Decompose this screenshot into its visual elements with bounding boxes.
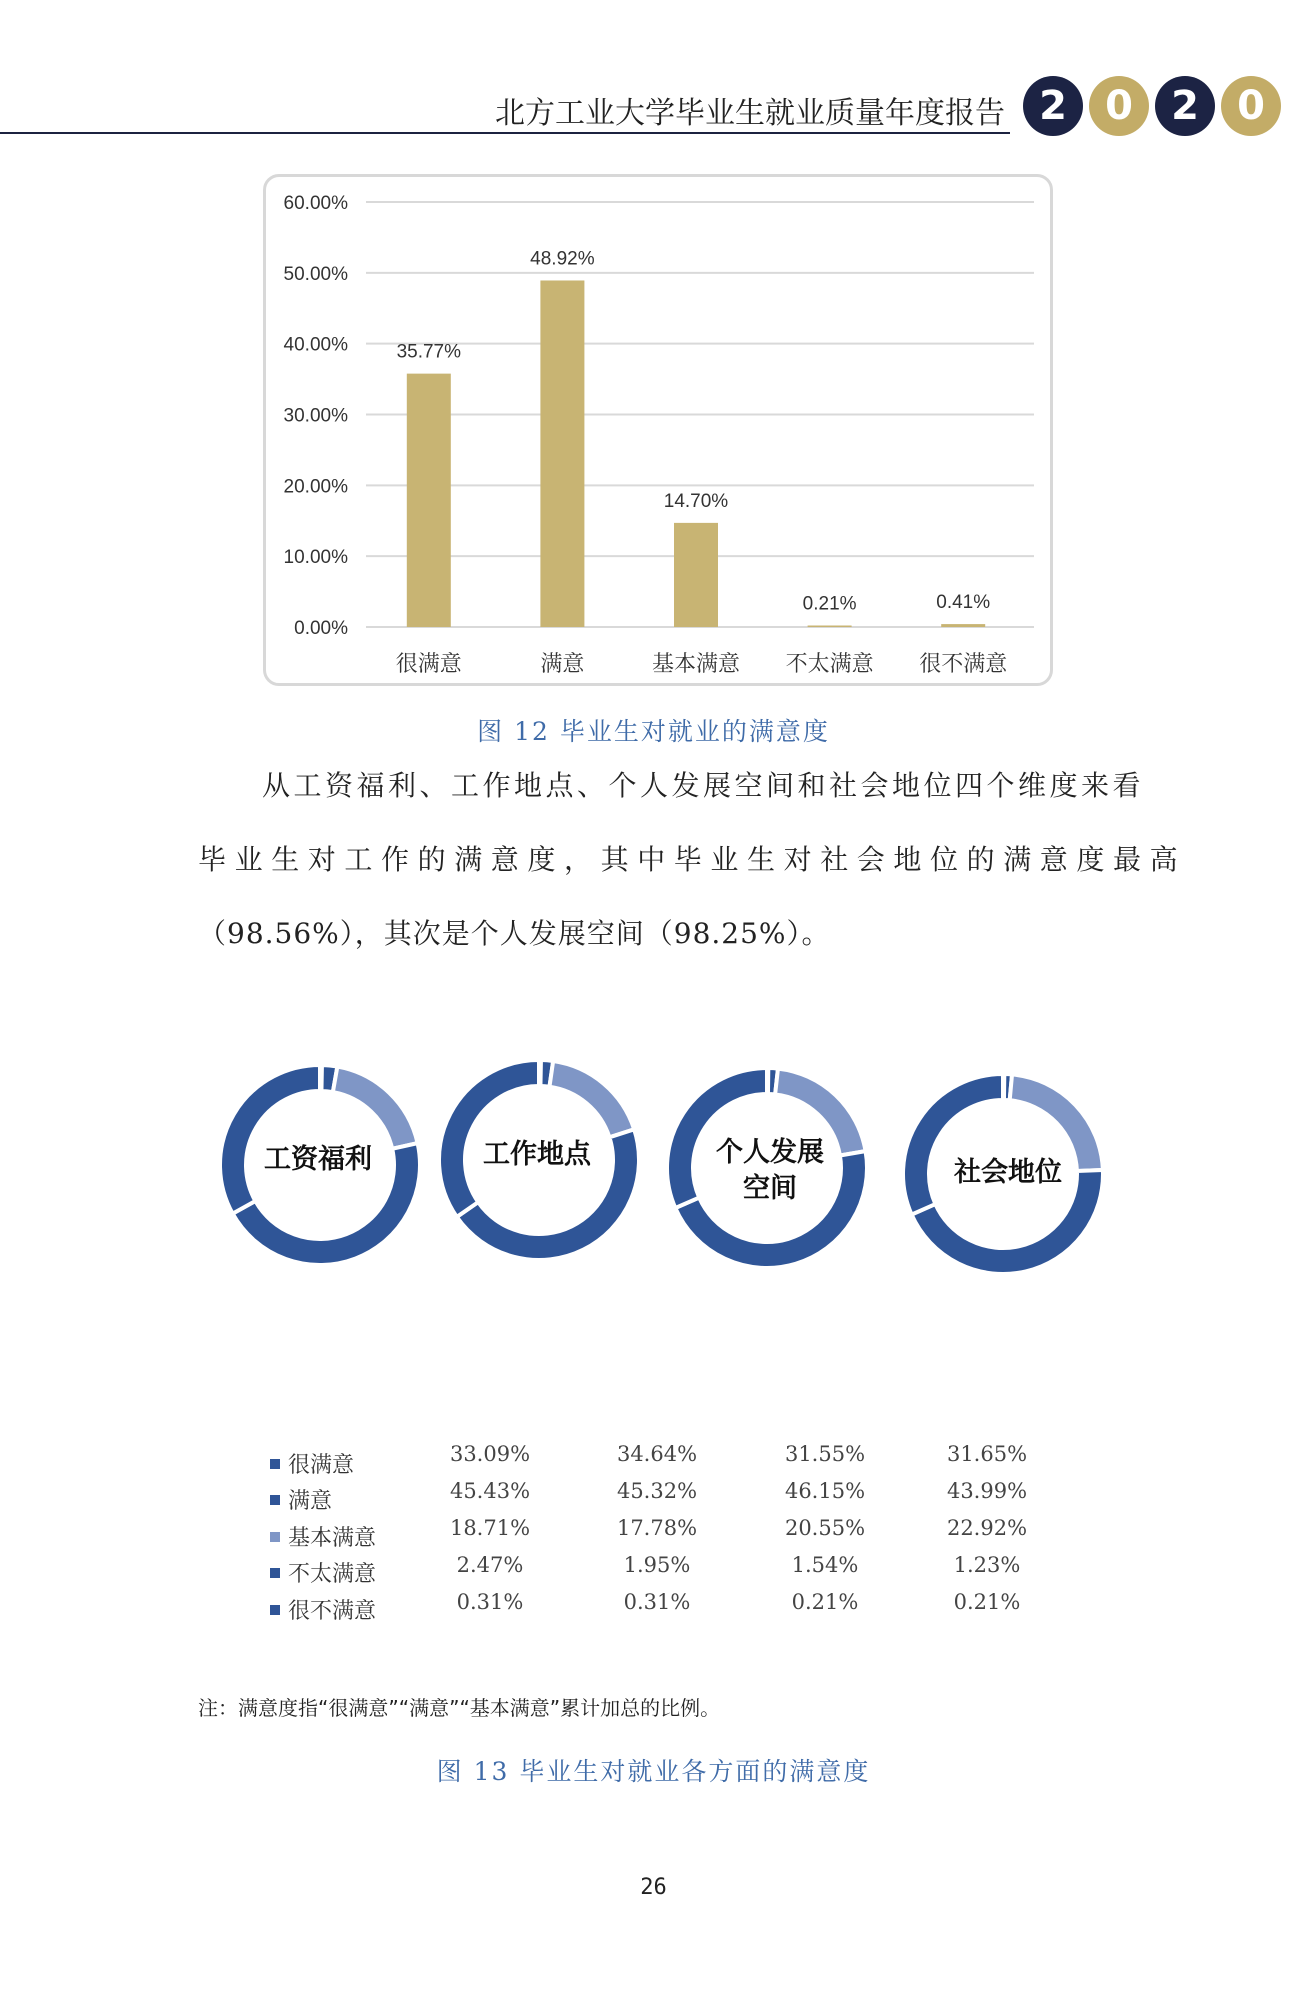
- bar-value-label: 0.41%: [936, 592, 991, 614]
- legend-item-very-satisfied: [270, 1448, 354, 1479]
- table-cell: 45.43%: [449, 1479, 531, 1503]
- figure-13-caption: 图 13 毕业生对就业各方面的满意度: [436, 1757, 871, 1786]
- donut-slice: [220, 1065, 320, 1214]
- table-cell: 31.65%: [946, 1442, 1028, 1466]
- bar-value-label: 14.70%: [663, 490, 729, 512]
- bar-value-label: 35.77%: [396, 341, 462, 363]
- table-cell: 33.09%: [449, 1442, 531, 1466]
- header-rule: [0, 132, 1010, 134]
- y-tick-label: 50.00%: [283, 263, 348, 285]
- satisfaction-bar-chart: [263, 174, 1053, 686]
- legend-item-basically-satisfied: [270, 1521, 376, 1552]
- year-digit-1: 2: [1023, 76, 1083, 136]
- year-digit-4: 0: [1221, 76, 1281, 136]
- table-cell: 1.54%: [791, 1553, 859, 1577]
- donut-label-development-line1: 个人发展: [716, 1137, 824, 1168]
- y-tick-label: 0.00%: [294, 618, 348, 639]
- table-cell: 17.78%: [616, 1516, 698, 1540]
- y-tick-label: 20.00%: [283, 476, 348, 498]
- x-category-label: 很不满意: [919, 652, 1008, 677]
- table-cell: 46.15%: [784, 1479, 866, 1503]
- x-category-label: 很满意: [395, 652, 462, 677]
- y-tick-label: 60.00%: [283, 193, 348, 214]
- bar-chart-svg: [266, 177, 1056, 689]
- table-cell: 1.95%: [623, 1553, 691, 1577]
- year-digit-3: 2: [1155, 76, 1215, 136]
- y-tick-label: 30.00%: [283, 405, 348, 427]
- x-category-label: 基本满意: [651, 652, 741, 677]
- table-cell: 34.64%: [616, 1442, 698, 1466]
- legend-label: 满意: [288, 1489, 333, 1514]
- legend-label: 很不满意: [288, 1599, 377, 1624]
- legend-swatch: [270, 1495, 280, 1505]
- x-category-label: 不太满意: [785, 652, 874, 677]
- footnote: 注：满意度指“很满意”“满意”“基本满意”累计加总的比例。: [198, 1696, 721, 1720]
- legend-label: 很满意: [288, 1453, 355, 1478]
- table-cell: 0.31%: [623, 1590, 691, 1614]
- donut-label-development-line2: 空间: [743, 1173, 797, 1204]
- table-cell: 22.92%: [946, 1516, 1028, 1540]
- x-category-label: 满意: [540, 652, 585, 677]
- table-cell: 20.55%: [784, 1516, 866, 1540]
- bar: [540, 280, 584, 627]
- paragraph-line-2: 毕业生对工作的满意度，其中毕业生对社会地位的满意度最高: [198, 843, 1187, 876]
- legend-item-satisfied: [270, 1484, 332, 1515]
- legend-item-not-very-satisfied: [270, 1557, 376, 1588]
- donut-label-salary: 工资福利: [264, 1144, 372, 1175]
- donut-slice: [903, 1074, 1003, 1215]
- figure-12-caption: 图 12 毕业生对就业的满意度: [477, 717, 830, 746]
- bar: [941, 624, 985, 627]
- legend-label: 不太满意: [288, 1562, 377, 1587]
- year-digit-2: 0: [1089, 76, 1149, 136]
- legend-swatch: [270, 1532, 280, 1542]
- table-cell: 0.21%: [953, 1590, 1021, 1614]
- year-badges: [1023, 76, 1281, 136]
- paragraph-line-1: 从工资福利、工作地点、个人发展空间和社会地位四个维度来看: [262, 769, 1145, 802]
- bar: [808, 626, 852, 628]
- page-number: 26: [640, 1875, 667, 1900]
- report-title: 北方工业大学毕业生就业质量年度报告: [495, 96, 1005, 131]
- legend-item-very-unsatisfied: [270, 1594, 376, 1625]
- table-cell: 0.21%: [791, 1590, 859, 1614]
- bar: [407, 374, 451, 627]
- table-cell: 45.32%: [616, 1479, 698, 1503]
- legend-swatch: [270, 1605, 280, 1615]
- donut-label-location: 工作地点: [483, 1139, 591, 1170]
- y-tick-label: 40.00%: [283, 334, 348, 356]
- table-cell: 18.71%: [449, 1516, 531, 1540]
- y-tick-label: 10.00%: [283, 547, 348, 569]
- bar-value-label: 48.92%: [530, 248, 595, 270]
- table-cell: 0.31%: [456, 1590, 524, 1614]
- donut-slice: [333, 1067, 418, 1149]
- donut-label-status: 社会地位: [954, 1157, 1062, 1188]
- paragraph-line-3: （98.56%），其次是个人发展空间（98.25%）。: [198, 917, 831, 950]
- donut-label-development: [705, 1135, 835, 1207]
- table-cell: 1.23%: [953, 1553, 1021, 1577]
- table-cell: 43.99%: [946, 1479, 1028, 1503]
- legend-swatch: [270, 1568, 280, 1578]
- bar-value-label: 0.21%: [802, 593, 857, 615]
- table-cell: 2.47%: [456, 1553, 524, 1577]
- bar: [674, 523, 718, 627]
- legend-swatch: [270, 1459, 280, 1469]
- legend-label: 基本满意: [288, 1526, 377, 1551]
- donut-slice: [549, 1061, 634, 1137]
- table-cell: 31.55%: [784, 1442, 866, 1466]
